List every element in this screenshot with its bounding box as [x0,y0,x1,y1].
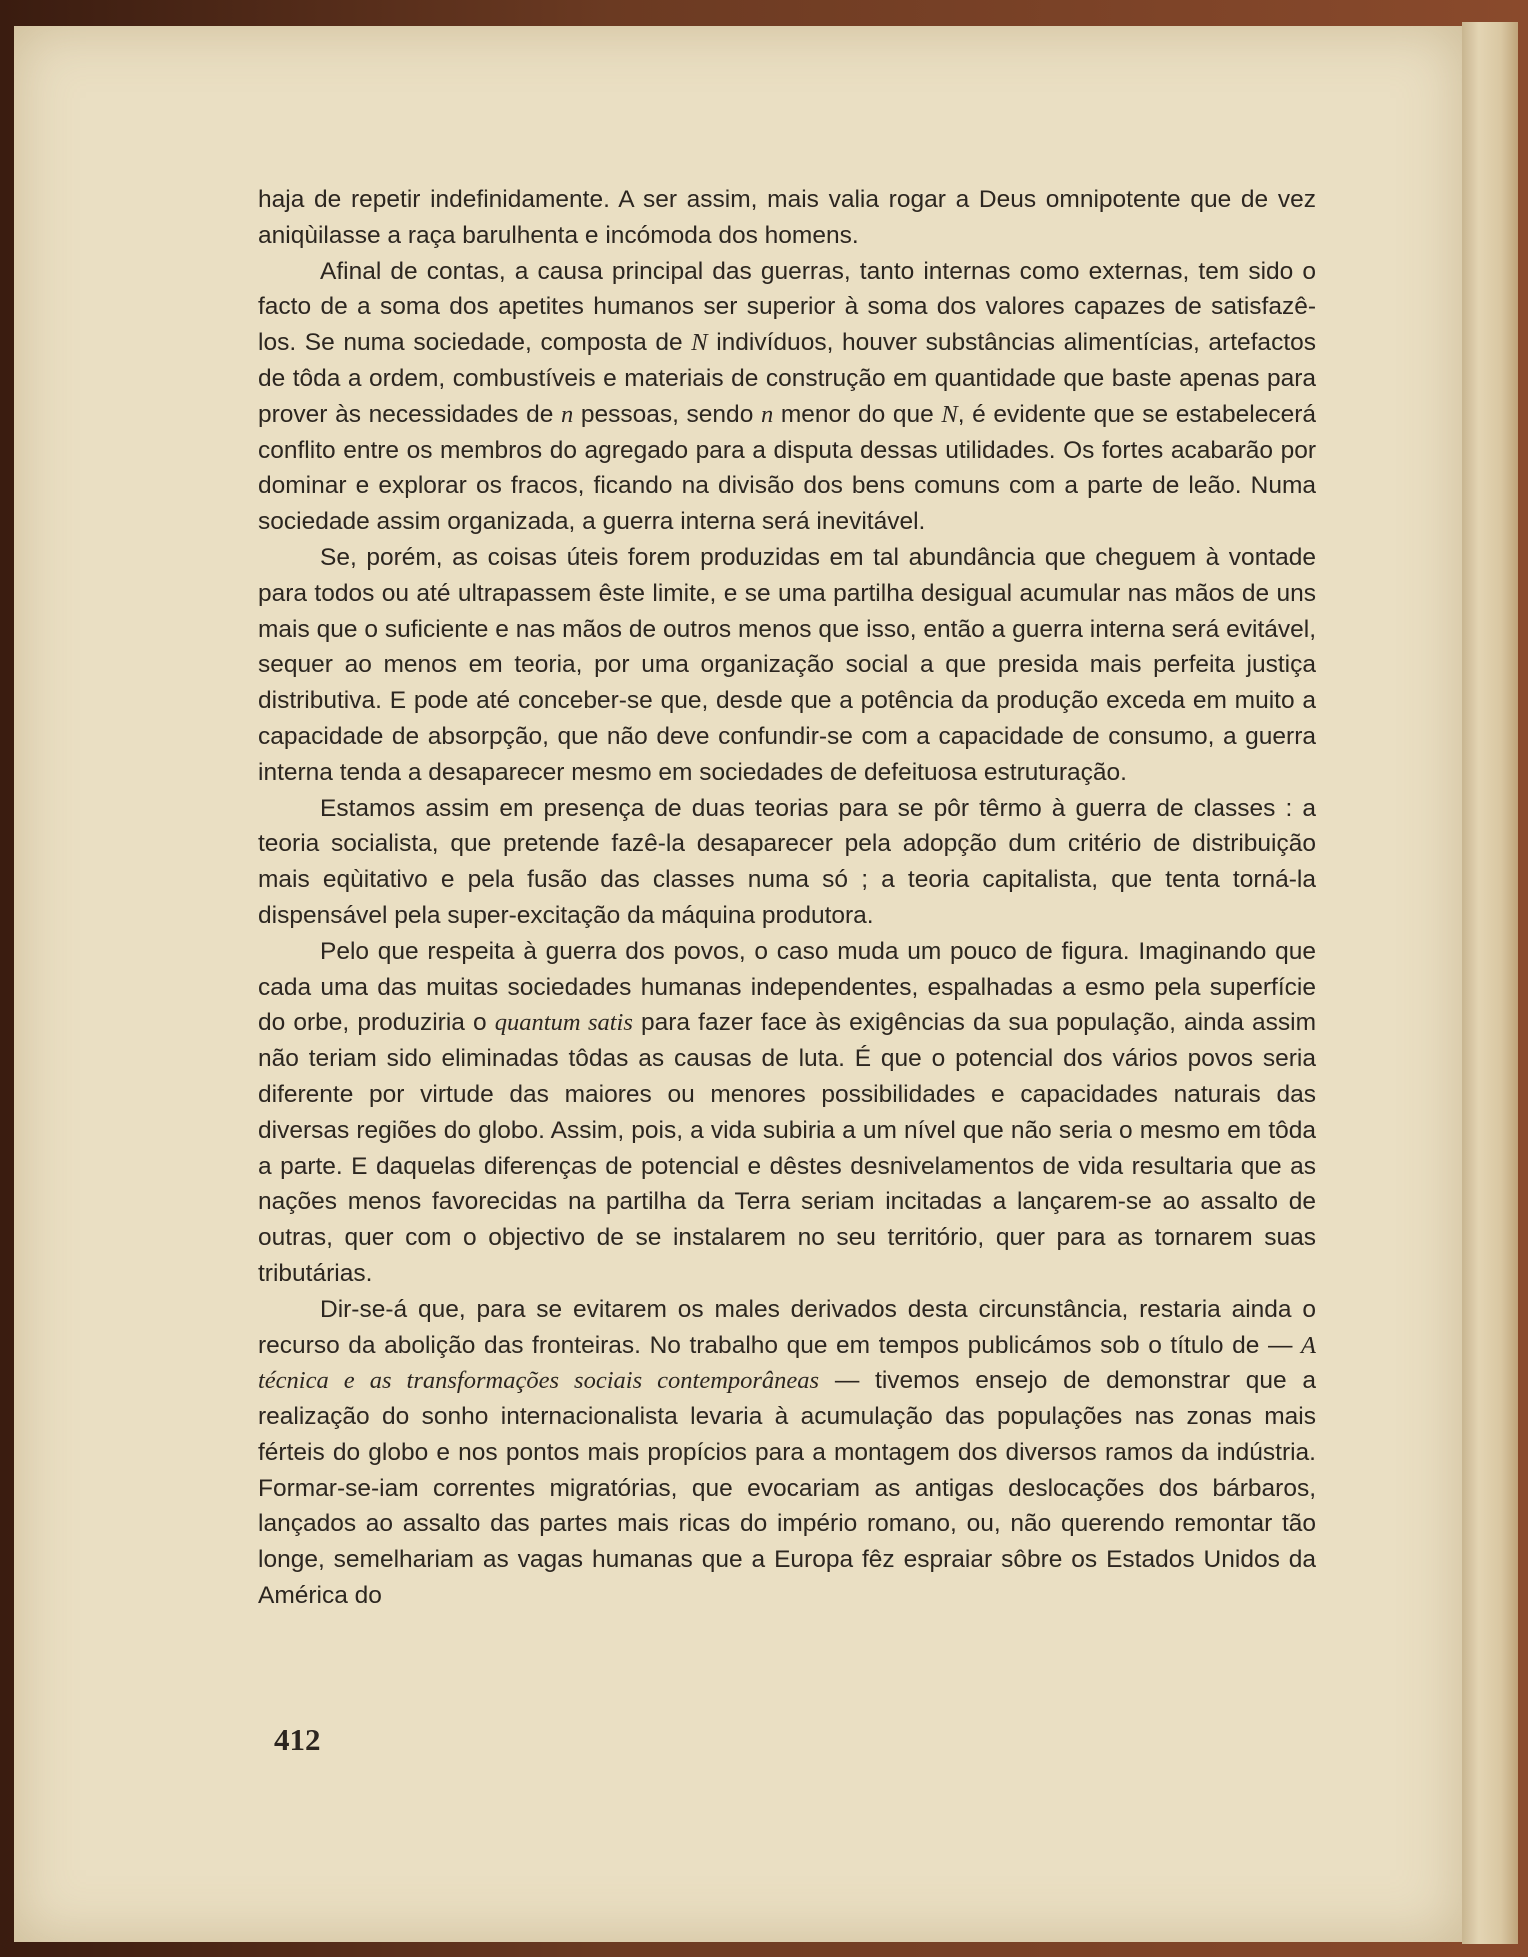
paragraph [258,182,1316,254]
paragraph [258,791,1316,934]
next-page-edge [1462,22,1518,1944]
italic-text: A técnica e as transformações sociais contemporâneas [258,1331,1316,1395]
text-segment: para fazer face às exigências da sua população, ainda assim não teriam sido eliminadas tôdas as causas de luta. É que o potencial dos vários povos seria diferente por virtude das maiores ou menores possibilidades e capacidades naturais das diversas regiões do globo. Assim, pois, a vida subiria a um nível que não seria o mesmo em tôda a parte. E daquelas diferenças de potencial e dêstes desnivelamentos de vida resultaria que as nações menos favorecidas na partilha da Terra seriam incitadas a lançarem-se ao assalto de outras, quer com o objectivo de se instalarem no seu território, quer para as tornarem suas tributárias. [258,1009,1317,1287]
paragraph [258,934,1316,1292]
paragraph [258,254,1316,540]
text-segment: Estamos assim em presença de duas teorias para se pôr têrmo à guerra de classes : a teoria socialista, que pretende fazê-la desaparecer pela adopção dum critério de distribuição mais eqùitativo e pela fusão das classes numa só ; a teoria capitalista, que tenta torná-la dispensável pela super-excitação da máquina produtora. [258,794,1316,929]
text-segment: menor do que [773,400,942,428]
body-text [258,182,1316,1614]
text-segment: Afinal de contas, a causa principal das guerras, tanto internas como externas, tem sido o facto de a soma dos apetites humanos ser superior à soma dos valores capazes de satisfazê-los. Se numa sociedade, composta de [258,257,1316,357]
italic-text: n [760,400,774,428]
text-segment: pessoas, sendo [573,400,761,428]
page-number: 412 [274,1722,321,1757]
text-segment: haja de repetir indefinidamente. A ser assim, mais valia rogar a Deus omnipotente que de vez aniqùilasse a raça barulhenta e incómoda dos homens. [258,186,1316,249]
italic-text: N [691,329,708,357]
paragraph [258,540,1316,791]
text-segment: Dir-se-á que, para se evitarem os males derivados desta circunstância, restaria ainda o recurso da abolição das fronteiras. No trabalho que em tempos publicámos sob o título de — [258,1295,1316,1359]
text-segment: indivíduos, houver substâncias alimentícias, artefactos de tôda a ordem, combustíveis e materiais de construção em quantidade que baste apenas para prover às necessidades de [258,329,1316,428]
italic-text: n [560,400,574,428]
italic-text: quantum satis [494,1009,633,1037]
text-segment: Se, porém, as coisas úteis forem produzidas em tal abundância que cheguem à vontade para todos ou até ultrapassem êste limite, e se uma partilha desigual acumular nas mãos de uns mais que o suficiente e nas mãos de outros menos que isso, então a guerra interna será evitável, sequer ao menos em teoria, por uma organização social a que presida mais perfeita justiça distributiva. E pode até conceber-se que, desde que a potência da produção exceda em muito a capacidade de absorpção, que não deve confundir-se com a capacidade de consumo, a guerra interna tenda a desaparecer mesmo em sociedades de defeituosa estruturação. [258,543,1316,786]
text-segment: — tivemos ensejo de demonstrar que a realização do sonho internacionalista levaria à acumulação das populações nas zonas mais férteis do globo e nos pontos mais propícios para a montagem dos diversos ramos da indústria. Formar-se-iam correntes migratórias, que evocariam as antigas deslocações dos bárbaros, lançados ao assalto das partes mais ricas do império romano, ou, não querendo remontar tão longe, semelhariam as vagas humanas que a Europa fêz espraiar sôbre os Estados Unidos da América do [258,1367,1316,1610]
italic-text: N [941,400,958,428]
text-segment: Pelo que respeita à guerra dos povos, o caso muda um pouco de figura. Imaginando que cada uma das muitas sociedades humanas independentes, espalhadas a esmo pela superfície do orbe, produziria o [258,937,1316,1037]
paragraph [258,1292,1316,1614]
text-segment: , é evidente que se estabelecerá conflito entre os membros do agregado para a disputa dessas utilidades. Os fortes acabarão por dominar e explorar os fracos, ficando na divisão dos bens comuns com a parte de leão. Numa sociedade assim organizada, a guerra interna será inevitável. [258,400,1317,536]
